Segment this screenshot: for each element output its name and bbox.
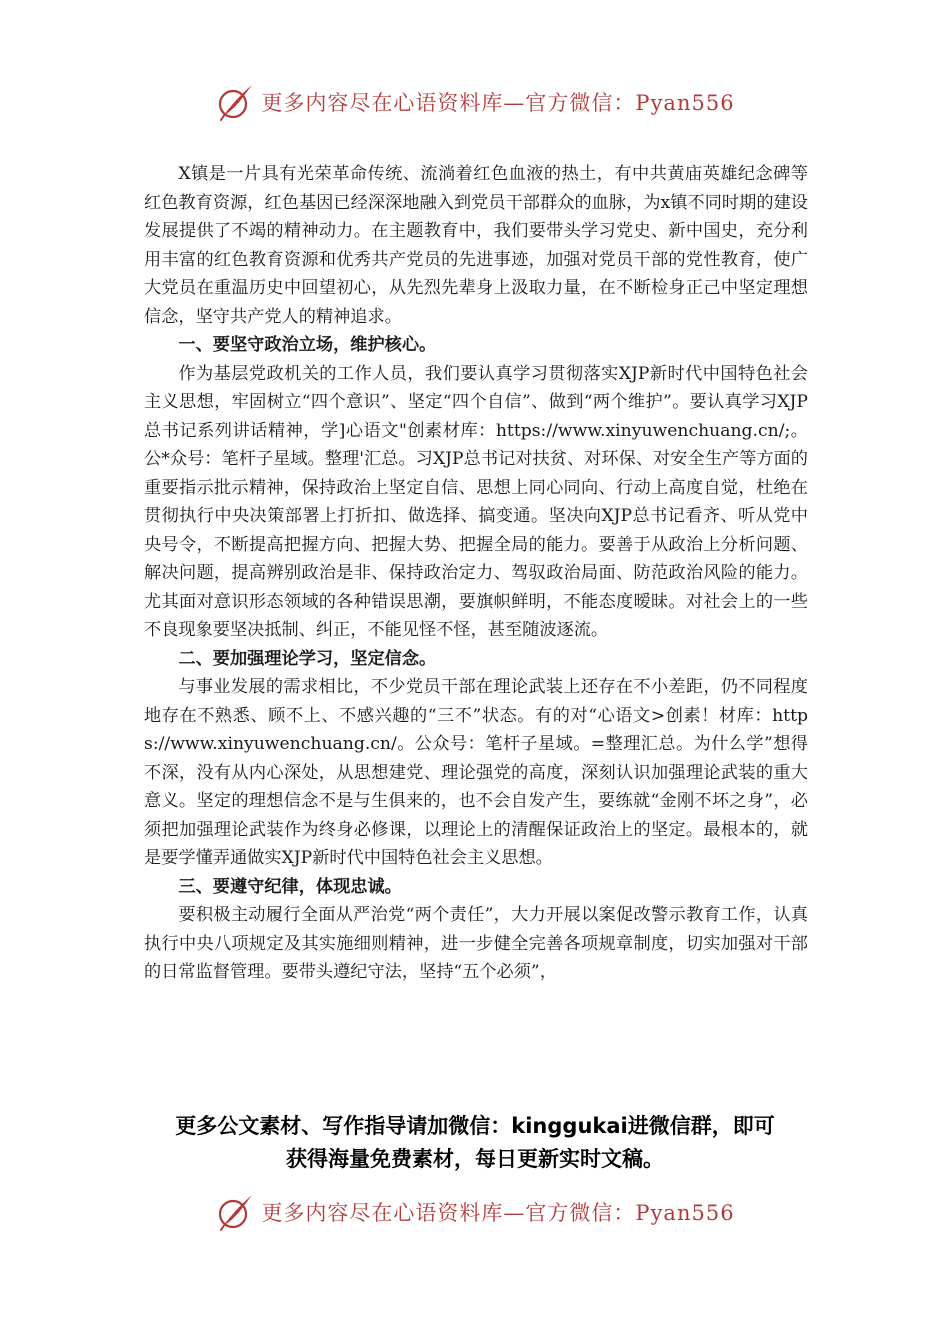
promo-notice [0,1110,950,1176]
section-heading-1: 一、要坚守政治立场，维护核心。 [178,335,437,355]
section-heading-2: 二、要加强理论学习，坚定信念。 [178,648,437,669]
promo-line-1: 更多公文素材、写作指导请加微信：kinggukai进微信群，即可 [175,1114,775,1138]
header-banner-text: 更多内容尽在心语资料库—官方微信：Pyan556 [261,91,735,115]
promo-line-2: 获得海量免费素材，每日更新实时文稿。 [286,1147,664,1171]
header-banner [0,80,950,124]
footer-banner-inner [215,1192,734,1232]
paragraph-intro: X镇是一片具有光荣革命传统、流淌着红色血液的热土，有中共黄庙英雄纪念碑等红色教育资源，红色基因已经深深地融入到党员干部群众的血脉，为x镇不同时期的建设发展提供了不竭的精神动力。在主题教育中，我们要带头学习党史、新中国史，充分利用丰富的红色教育资源和优秀共产党员的先进事迹，加强对党员干部的党性教育，使广大党员在重温历史中回望初心，从先烈先辈身上汲取力量，在不断检身正己中坚定理想信念，坚守共产党人的精神追求。 [144,164,808,327]
document-body [144,160,808,987]
header-banner-inner [215,82,734,122]
footer-banner [0,1190,950,1234]
footer-banner-text: 更多内容尽在心语资料库—官方微信：Pyan556 [261,1201,735,1225]
quill-pen-logo-icon [215,1192,255,1232]
paragraph-section-1: 作为基层党政机关的工作人员，我们要认真学习贯彻落实XJP新时代中国特色社会主义思想，牢固树立“四个意识”、坚定“四个自信”、做到“两个维护”。要认真学习XJP总书记系列讲话精神，学]心语文"创素材库：https://www.xinyuwenchuang.cn/;。公*众号：笔杆子星域。整理'汇总。习XJP总书记对扶贫、对环保、对安全生产等方面的重要指示批示精神，保持政治上坚定自信、思想上同心同向、行动上高度自觉，杜绝在贯彻执行中央决策部署上打折扣、做选择、搞变通。坚决向XJP总书记看齐、听从党中央号令，不断提高把握方向、把握大势、把握全局的能力。要善于从政治上分析问题、解决问题，提高辨别政治是非、保持政治定力、驾驭政治局面、防范政治风险的能力。尤其面对意识形态领域的各种错误思潮，要旗帜鲜明，不能态度暧昧。对社会上的一些不良现象要坚决抵制、纠正，不能见怪不怪，甚至随波逐流。 [144,363,808,640]
quill-pen-logo-icon [215,82,255,122]
section-heading-3: 三、要遵守纪律，体现忠诚。 [178,876,402,897]
paragraph-section-3: 要积极主动履行全面从严治党“两个责任”，大力开展以案促改警示教育工作，认真执行中央八项规定及其实施细则精神，进一步健全完善各项规章制度，切实加强对干部的日常监督管理。要带头遵纪守法，坚持“五个必须”， [144,905,808,982]
paragraph-section-2: 与事业发展的需求相比，不少党员干部在理论武装上还存在不小差距，仍不同程度地存在不熟悉、顾不上、不感兴趣的“三不”状态。有的对“心语文>创素！材库：https://www.xinyuwenchuang.cn/。公众号：笔杆子星域。=整理汇总。为什么学”想得不深，没有从内心深处，从思想建党、理论强党的高度，深刻认识加强理论武装的重大意义。坚定的理想信念不是与生俱来的，也不会自发产生，要练就“金刚不坏之身”，必须把加强理论武装作为终身必修课，以理论上的清醒保证政治上的坚定。最根本的，就是要学懂弄通做实XJP新时代中国特色社会主义思想。 [144,677,808,868]
